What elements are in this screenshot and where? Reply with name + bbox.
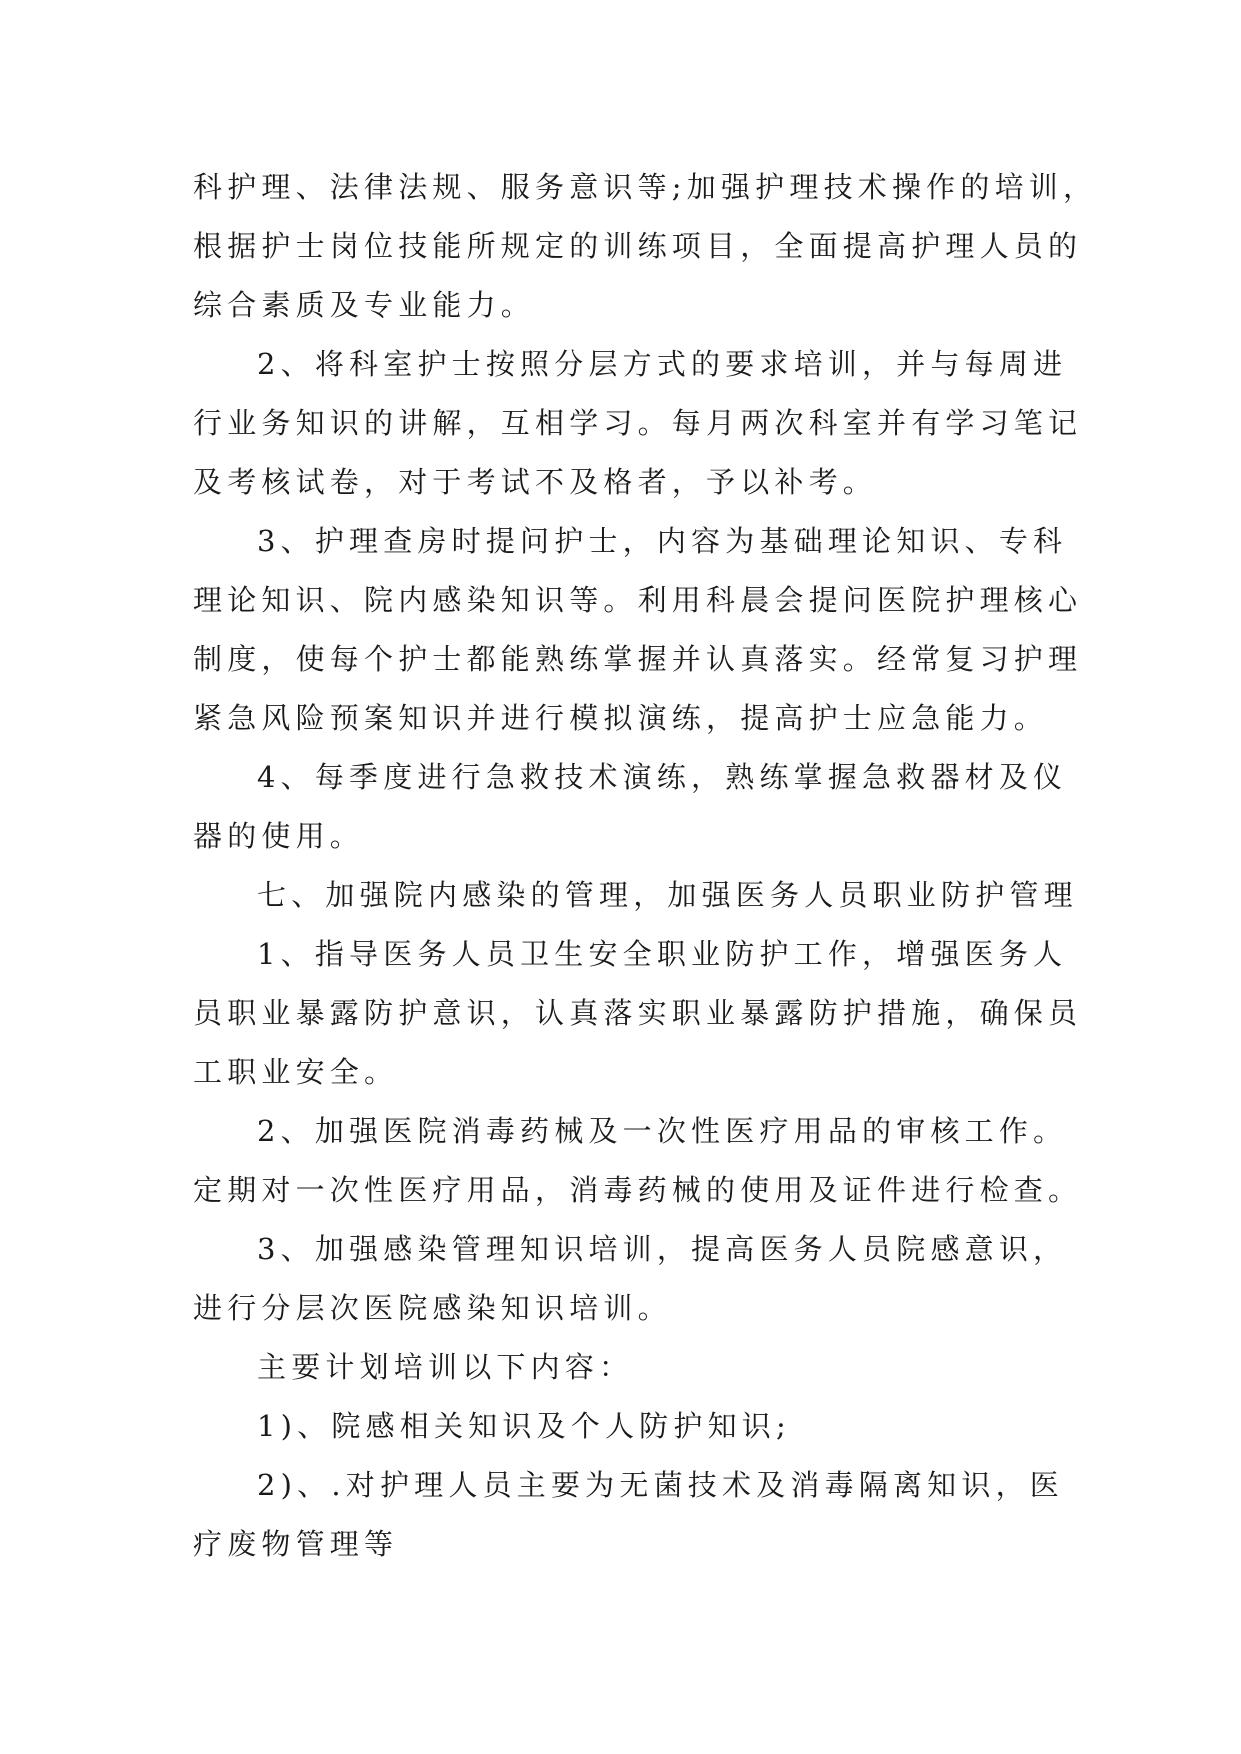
document-page bbox=[193, 158, 1098, 1574]
paragraph bbox=[193, 512, 1083, 748]
text-line: 制度，使每个护士都能熟练掌握并认真落实。经常复习护理 bbox=[193, 642, 1083, 676]
text-line: 工职业安全。 bbox=[193, 1055, 399, 1089]
text-line: 主要计划培训以下内容： bbox=[257, 1350, 634, 1384]
text-line: 器的使用。 bbox=[193, 819, 365, 853]
text-line: 4、每季度进行急救技术演练，熟练掌握急救器材及仪 bbox=[257, 760, 1068, 794]
text-line: 3、护理查房时提问护士，内容为基础理论知识、专科 bbox=[257, 524, 1068, 558]
text-line: 七、加强院内感染的管理，加强医务人员职业防护管理 bbox=[257, 878, 1078, 912]
paragraph bbox=[193, 1220, 1073, 1338]
paragraph bbox=[193, 748, 1073, 866]
text-line: 进行分层次医院感染知识培训。 bbox=[193, 1291, 672, 1325]
text-line: 综合素质及专业能力。 bbox=[193, 288, 536, 322]
text-line: 2、加强医院消毒药械及一次性医疗用品的审核工作。 bbox=[257, 1114, 1068, 1148]
text-line: 2、将科室护士按照分层方式的要求培训，并与每周进 bbox=[257, 347, 1068, 381]
paragraph bbox=[193, 335, 1083, 512]
paragraph bbox=[193, 925, 1083, 1102]
text-line: 3、加强感染管理知识培训，提高医务人员院感意识， bbox=[257, 1232, 1068, 1266]
paragraph bbox=[193, 158, 1098, 335]
paragraph bbox=[193, 1102, 1083, 1220]
text-line: 疗废物管理等 bbox=[193, 1527, 399, 1561]
section-heading bbox=[193, 866, 1078, 925]
text-line: 科护理、法律法规、服务意识等;加强护理技术操作的培训， bbox=[193, 170, 1098, 204]
text-line: 紧急风险预案知识并进行模拟演练，提高护士应急能力。 bbox=[193, 701, 1049, 735]
text-line: 定期对一次性医疗用品，消毒药械的使用及证件进行检查。 bbox=[193, 1173, 1083, 1207]
list-item bbox=[193, 1456, 1073, 1574]
text-line: 1、指导医务人员卫生安全职业防护工作，增强医务人 bbox=[257, 937, 1068, 971]
text-line: 员职业暴露防护意识，认真落实职业暴露防护措施，确保员 bbox=[193, 996, 1083, 1030]
text-line: 2)、.对护理人员主要为无菌技术及消毒隔离知识，医 bbox=[257, 1468, 1064, 1502]
text-line: 及考核试卷，对于考试不及格者，予以补考。 bbox=[193, 465, 878, 499]
text-line: 根据护士岗位技能所规定的训练项目，全面提高护理人员的 bbox=[193, 229, 1083, 263]
list-item bbox=[193, 1397, 1073, 1456]
text-line: 理论知识、院内感染知识等。利用科晨会提问医院护理核心 bbox=[193, 583, 1083, 617]
text-line: 1)、院感相关知识及个人防护知识; bbox=[257, 1409, 791, 1443]
text-line: 行业务知识的讲解，互相学习。每月两次科室并有学习笔记 bbox=[193, 406, 1083, 440]
paragraph bbox=[193, 1338, 1073, 1397]
